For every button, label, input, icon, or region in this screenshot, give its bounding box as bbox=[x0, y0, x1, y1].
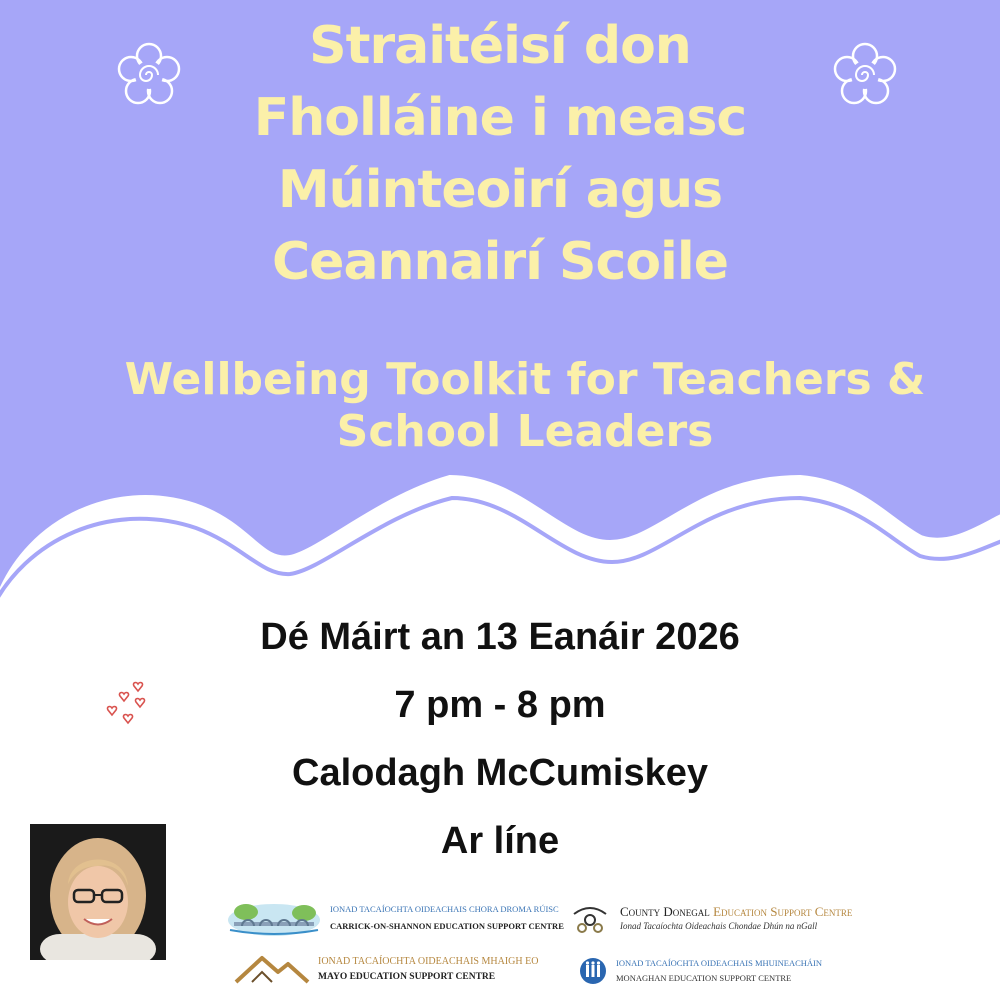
presenter-photo bbox=[30, 824, 166, 960]
donegal-logo bbox=[570, 900, 852, 936]
event-date: Dé Máirt an 13 Eanáir 2026 bbox=[260, 616, 740, 658]
title-line-4: Ceannairí Scoile bbox=[272, 232, 728, 292]
donegal-irish-name: Ionad Tacaíochta Oideachais Chondae Dhún na nGall bbox=[620, 921, 818, 931]
donegal-name-part2: Education Support Centre bbox=[713, 904, 853, 919]
monaghan-logo bbox=[578, 956, 822, 986]
donegal-emblem-icon bbox=[570, 900, 610, 936]
donegal-name-part1: County Donegal bbox=[620, 904, 714, 919]
mayo-irish-name: IONAD TACAÍOCHTA OIDEACHAIS MHAIGH EO bbox=[318, 955, 539, 967]
carrick-irish-name: IONAD TACAÍOCHTA OIDEACHAIS CHORA DROMA RÚISC bbox=[330, 904, 559, 914]
subtitle-line-1: Wellbeing Toolkit for Teachers & bbox=[124, 354, 926, 405]
hearts-icon bbox=[104, 680, 150, 730]
monaghan-emblem-icon bbox=[578, 956, 608, 986]
event-time: 7 pm - 8 pm bbox=[394, 684, 606, 726]
event-presenter: Calodagh McCumiskey bbox=[292, 752, 708, 794]
monaghan-english-name: MONAGHAN EDUCATION SUPPORT CENTRE bbox=[616, 973, 792, 983]
mayo-english-name: MAYO EDUCATION SUPPORT CENTRE bbox=[318, 971, 496, 982]
monaghan-irish-name: IONAD TACAÍOCHTA OIDEACHAIS MHUINEACHÁIN bbox=[616, 958, 823, 968]
bridge-logo bbox=[226, 898, 322, 938]
carrick-logo bbox=[226, 898, 564, 938]
carrick-english-name: CARRICK-ON-SHANNON EDUCATION SUPPORT CENTRE bbox=[330, 921, 564, 931]
title-line-3: Múinteoirí agus bbox=[277, 160, 723, 220]
event-location: Ar líne bbox=[440, 820, 560, 862]
mountain-logo bbox=[232, 952, 312, 986]
title-line-2: Fholláine i measc bbox=[253, 88, 747, 148]
mayo-logo bbox=[232, 952, 538, 986]
title-line-1: Straitéisí don bbox=[309, 16, 691, 76]
subtitle-line-2: School Leaders bbox=[336, 406, 714, 457]
